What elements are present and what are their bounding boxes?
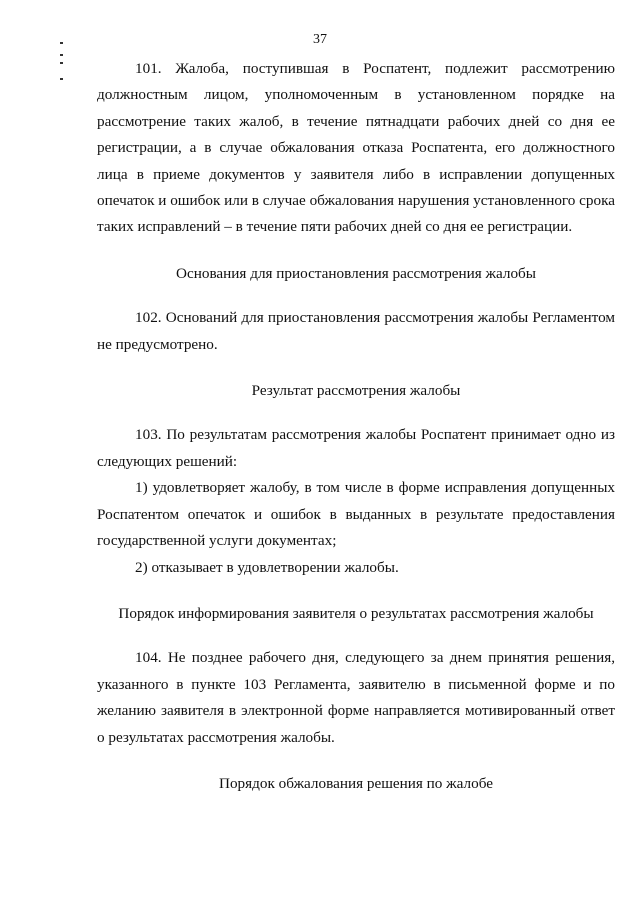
heading-review-result: Результат рассмотрения жалобы — [251, 382, 461, 400]
heading-suspension-grounds: Основания для приостановления рассмотрения жалобы — [176, 264, 536, 282]
heading-informing-applicant: Порядок информирования заявителя о результатах рассмотрения жалобы — [118, 604, 594, 622]
margin-mark — [60, 54, 63, 56]
document-body — [97, 56, 615, 797]
paragraph-102: 102. Оснований для приостановления рассмотрения жалобы Регламентом не предусмотрено. — [97, 309, 615, 353]
margin-mark — [60, 78, 63, 80]
paragraph-103: 103. По результатам рассмотрения жалобы Роспатент принимает одно из следующих решений: — [97, 426, 615, 470]
heading-appeal-procedure: Порядок обжалования решения по жалобе — [218, 774, 493, 792]
paragraph-101: 101. Жалоба, поступившая в Роспатент, подлежит рассмотрению должностным лицом, уполномоченным в установленном порядке на рассмотрение таких жалоб, в течение пятнадцати рабочих дней со дня ее регистрации, а в случае обжалования отказа Роспатента, его должностного лица в приеме документов у заявителя либо в исправлении допущенных опечаток и ошибок или в случае обжалования нарушения установленного срока таких исправлений – в течение пяти рабочих дней со дня ее регистрации. — [97, 60, 615, 236]
margin-mark — [60, 62, 63, 64]
margin-mark — [60, 42, 63, 44]
page-number: 37 — [313, 32, 327, 47]
paragraph-104: 104. Не позднее рабочего дня, следующего за днем принятия решения, указанного в пункте 103 Регламента, заявителю в письменной форме и по желанию заявителя в электронной форме направляется мотивированный ответ о результатах рассмотрения жалобы. — [97, 649, 615, 746]
paragraph-103-item-1: 1) удовлетворяет жалобу, в том числе в форме исправления допущенных Роспатентом опечаток и ошибок в выданных в результате предоставления государственной услуги документах; — [97, 479, 615, 550]
paragraph-103-item-2: 2) отказывает в удовлетворении жалобы. — [135, 558, 399, 576]
margin-marks — [60, 40, 68, 84]
